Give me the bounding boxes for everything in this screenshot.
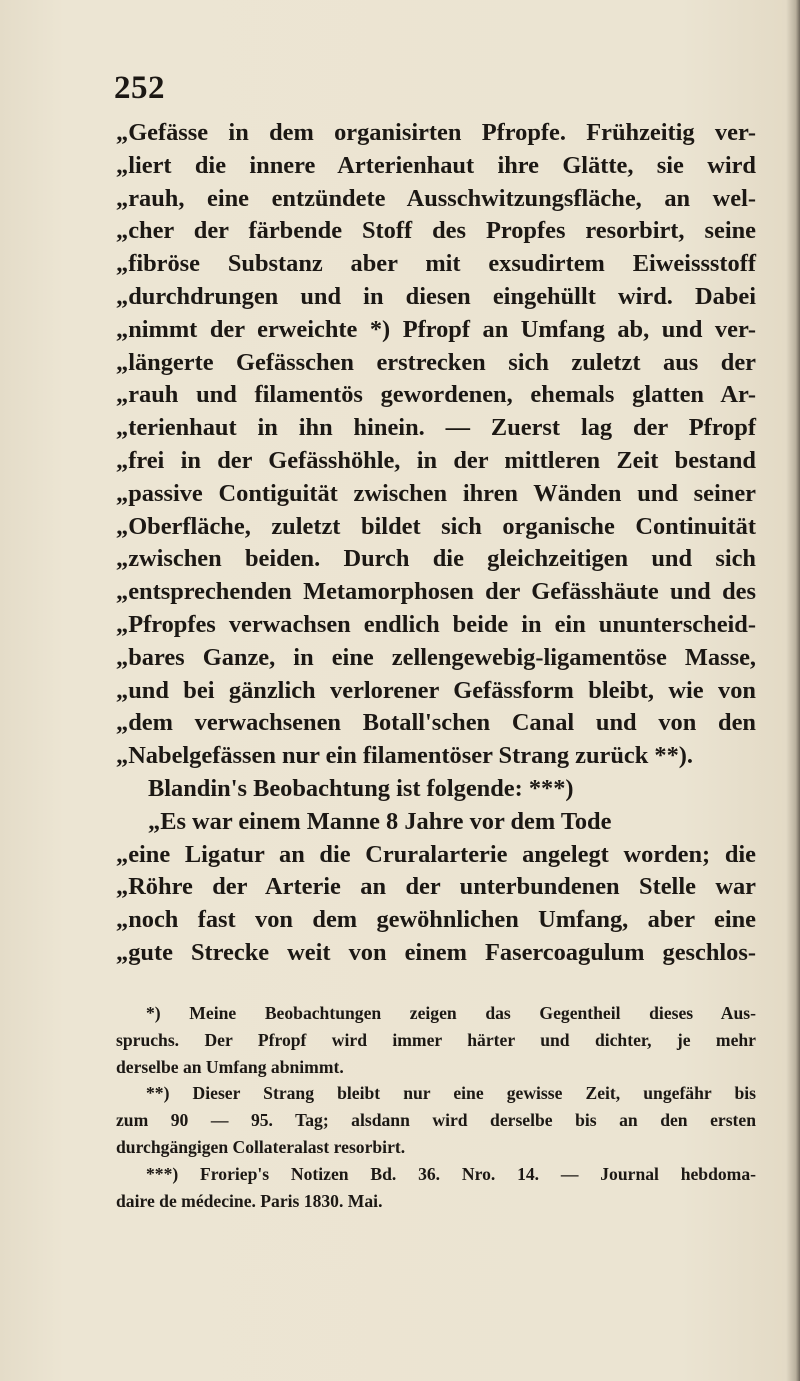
quote-line: „eine Ligatur an die Cruralarterie angelegt worden; die xyxy=(116,840,756,868)
text-line: „passive Contiguität zwischen ihren Wänden und seiner xyxy=(116,479,756,507)
text-line: „terienhaut in ihn hinein. — Zuerst lag der Pfropf xyxy=(116,414,756,442)
footnote-2 xyxy=(116,1080,756,1160)
footnote-line: daire de médecine. Paris 1830. Mai. xyxy=(116,1190,383,1211)
text-line: „zwischen beiden. Durch die gleichzeitigen und sich xyxy=(116,545,756,573)
quote-line: „noch fast von dem gewöhnlichen Umfang, aber eine xyxy=(116,906,756,934)
text-line: „dem verwachsenen Botall'schen Canal und von den xyxy=(116,709,756,737)
text-line: „und bei gänzlich verlorener Gefässform bleibt, wie von xyxy=(116,676,756,704)
text-line: „Pfropfes verwachsen endlich beide in ein ununterscheid- xyxy=(116,610,756,638)
blandin-line: Blandin's Beobachtung ist folgende: ***) xyxy=(148,774,574,802)
main-text xyxy=(116,117,756,970)
text-line: „Nabelgefässen nur ein filamentöser Strang zurück **). xyxy=(116,742,694,770)
footnote-line: ***) Froriep's Notizen Bd. 36. Nro. 14. — Journal hebdoma- xyxy=(146,1163,756,1184)
text-line: „nimmt der erweichte *) Pfropf an Umfang ab, und ver- xyxy=(116,315,756,343)
text-line: „fibröse Substanz aber mit exsudirtem Eiweissstoff xyxy=(116,250,756,278)
text-line: „rauh, eine entzündete Ausschwitzungsfläche, an wel- xyxy=(116,184,756,212)
page-number: 252 xyxy=(114,70,165,106)
text-line: „rauh und filamentös gewordenen, ehemals glatten Ar- xyxy=(116,381,756,409)
footnote-line: derselbe an Umfang abnimmt. xyxy=(116,1056,344,1077)
footnotes xyxy=(116,1000,756,1214)
text-line: „längerte Gefässchen erstrecken sich zuletzt aus der xyxy=(116,348,756,376)
text-line: „bares Ganze, in eine zellengewebig-ligamentöse Masse, xyxy=(116,643,756,671)
footnote-line: **) Dieser Strang bleibt nur eine gewisse Zeit, ungefähr bis xyxy=(146,1083,756,1104)
footnote-line: zum 90 — 95. Tag; alsdann wird derselbe bis an den ersten xyxy=(116,1110,756,1131)
quote-line: „gute Strecke weit von einem Fasercoagulum geschlos- xyxy=(116,938,756,966)
footnote-line: *) Meine Beobachtungen zeigen das Gegentheil dieses Aus- xyxy=(146,1003,756,1023)
text-line: „liert die innere Arterienhaut ihre Glätte, sie wird xyxy=(116,151,756,179)
quote-line: „Es war einem Manne 8 Jahre vor dem Tode xyxy=(148,807,612,835)
quote-line: „Röhre der Arterie an der unterbundenen Stelle war xyxy=(116,873,756,901)
page-edge-shadow xyxy=(786,0,800,1381)
text-line: „Oberfläche, zuletzt bildet sich organische Continuität xyxy=(116,512,756,540)
text-line: „frei in der Gefässhöhle, in der mittleren Zeit bestand xyxy=(116,446,756,474)
text-line: „entsprechenden Metamorphosen der Gefässhäute und des xyxy=(116,578,756,606)
text-line: „cher der färbende Stoff des Propfes resorbirt, seine xyxy=(116,217,756,245)
text-line: „durchdrungen und in diesen eingehüllt wird. Dabei xyxy=(116,282,756,310)
footnote-line: spruchs. Der Pfropf wird immer härter und dichter, je mehr xyxy=(116,1029,756,1050)
footnote-3 xyxy=(116,1161,756,1215)
footnote-line: durchgängigen Collateralast resorbirt. xyxy=(116,1136,406,1157)
text-line: „Gefässe in dem organisirten Pfropfe. Frühzeitig ver- xyxy=(116,119,756,146)
footnote-1 xyxy=(116,1000,756,1080)
